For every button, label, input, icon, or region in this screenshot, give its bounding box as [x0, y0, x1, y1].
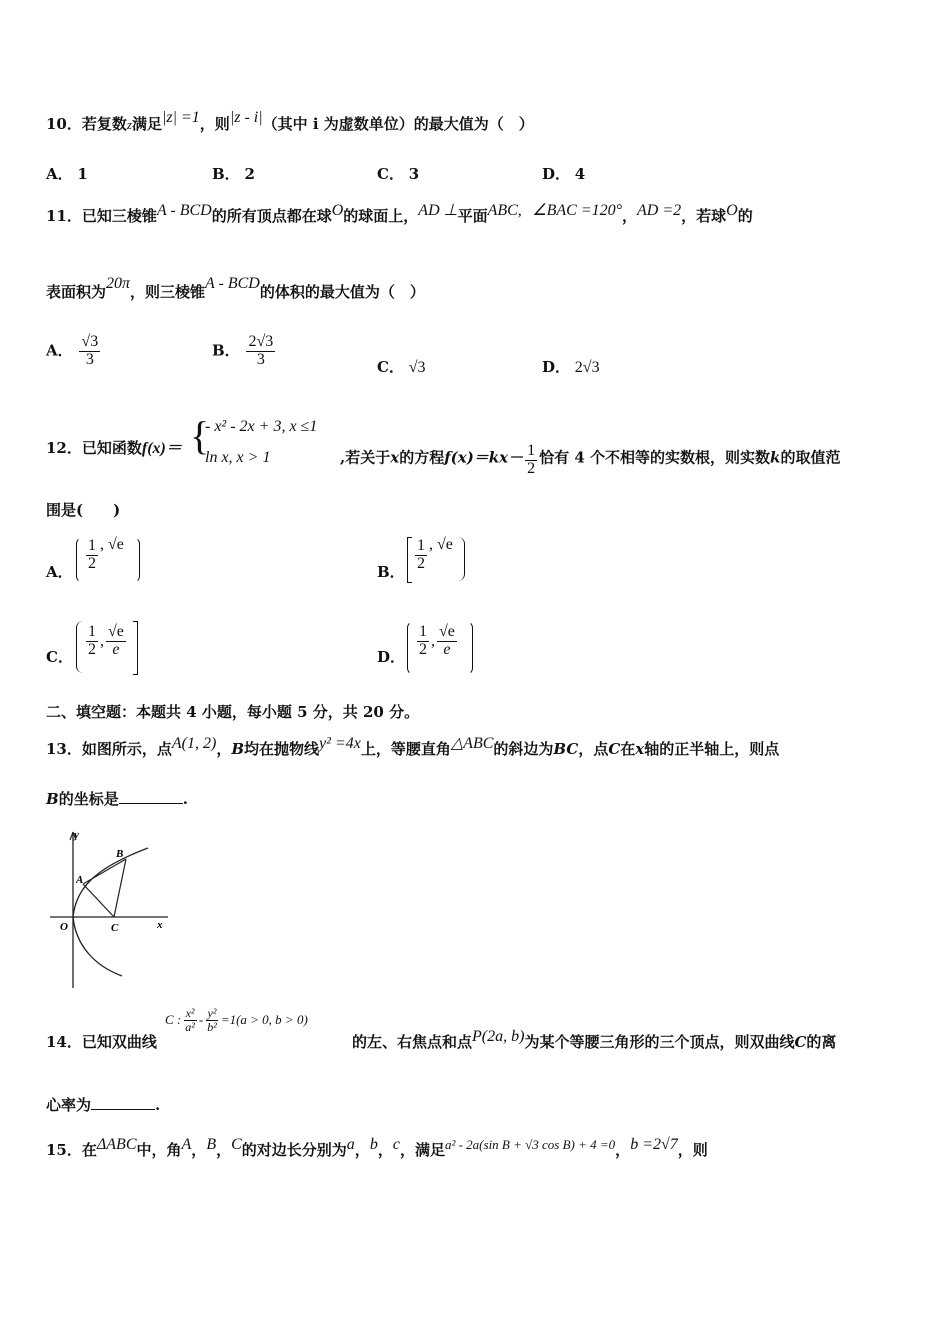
- left-paren: [76, 621, 83, 673]
- label-x: x: [157, 919, 163, 931]
- math-expression: |z - i|: [229, 109, 263, 126]
- answer-blank[interactable]: [91, 1109, 155, 1110]
- q10-option-b[interactable]: B． 2: [212, 165, 255, 183]
- q14-stem-line2: 心率为 .: [46, 1096, 161, 1114]
- question-number: 10．: [46, 115, 82, 133]
- piecewise-case-2: ln x, x > 1: [205, 449, 271, 466]
- right-bracket: [133, 621, 138, 675]
- fraction: $\frac{1}{2}$: [527, 442, 536, 477]
- q14-stem-line1: 14．已知双曲线: [46, 1033, 157, 1051]
- question-number: 12．: [46, 439, 82, 457]
- q12-option-b[interactable]: B．: [377, 563, 405, 581]
- q12-option-a[interactable]: A．: [46, 563, 73, 581]
- math-condition: |z| =1: [161, 109, 200, 126]
- question-number: 11．: [46, 207, 82, 225]
- q14-stem-line1b: 的左、右焦点和点P(2a, b)为某个等腰三角形的三个顶点，则双曲线C的离: [352, 1028, 837, 1051]
- hyperbola-equation: C : $\frac{\text{x²}}{\text{a²}}$ - $\frac{\text{y²}}{\text{b²}}$ =1(a > 0, b > 0): [165, 1006, 308, 1034]
- q12-option-c[interactable]: C．: [46, 648, 73, 666]
- right-paren: [458, 537, 465, 581]
- question-number: 14．: [46, 1033, 82, 1051]
- fraction: $\frac{√3}{3}$: [81, 333, 99, 368]
- q15-stem: 15．在ΔABC中，角A，B，C的对边长分别为a，b，c，满足a² - 2a(sin B + √3 cos B) + 4 =0，b =2√7，则: [46, 1136, 708, 1159]
- q11-option-a[interactable]: A． $\frac{√3}{3}$: [46, 333, 99, 368]
- question-number: 15．: [46, 1141, 82, 1159]
- parabola-figure: [40, 828, 180, 990]
- q12-stem-line1: 12．已知函数f(x)＝: [46, 439, 182, 457]
- q11-option-c[interactable]: C． √3: [377, 358, 426, 376]
- label-y: y: [74, 829, 79, 841]
- q11-option-d[interactable]: D． 2√3: [542, 358, 600, 376]
- q10-option-d[interactable]: D． 4: [542, 165, 586, 183]
- q12-option-d[interactable]: D．: [377, 648, 406, 666]
- label-o: O: [60, 921, 68, 933]
- piecewise-brace: {: [190, 413, 210, 458]
- segment-ac: [83, 884, 114, 917]
- label-c: C: [111, 922, 119, 934]
- q13-stem-line2: B的坐标是 .: [46, 790, 188, 808]
- left-bracket: [407, 537, 412, 583]
- parabola-upper: [73, 848, 148, 917]
- q12-stem-line2: 围是( ): [46, 501, 121, 519]
- q10-option-c[interactable]: C． 3: [377, 165, 420, 183]
- fraction: $\frac{2√3}{3}$: [248, 333, 274, 368]
- q11-stem-line2: 表面积为20π，则三棱锥A - BCD的体积的最大值为（ ）: [46, 275, 425, 301]
- q11-stem-line1: 11．已知三棱锥A - BCD的所有顶点都在球O的球面上，AD ⊥平面ABC, ∠BAC =120°，AD =2，若球O的: [46, 202, 753, 225]
- answer-blank[interactable]: [119, 803, 183, 804]
- piecewise-case-1: - x² - 2x + 3, x ≤1: [205, 418, 318, 435]
- q10-option-a[interactable]: A． 1: [46, 165, 88, 183]
- q10-stem: 10．若复数z满足|z| =1，则|z - i|（其中 i 为虚数单位）的最大值为（ ）: [46, 109, 534, 133]
- q13-stem-line1: 13．如图所示，点A(1, 2)，B均在抛物线y² =4x上，等腰直角△ABC的斜边为BC，点C在x轴的正半轴上，则点: [46, 735, 780, 758]
- q11-option-b[interactable]: B． $\frac{2√3}{3}$: [212, 333, 274, 368]
- section-heading: 二、填空题：本题共 4 小题，每小题 5 分，共 20 分。: [46, 703, 420, 721]
- label-a: A: [76, 874, 84, 886]
- segment-ab: [83, 859, 126, 884]
- question-number: 13．: [46, 740, 82, 758]
- segment-bc: [114, 859, 126, 917]
- q12-stem-line1b: ,若关于x的方程f(x)＝kx－ $\frac{1}{2}$ 恰有 4 个不相等的实数根，则实数k的取值范: [340, 442, 841, 477]
- label-b: B: [116, 848, 124, 860]
